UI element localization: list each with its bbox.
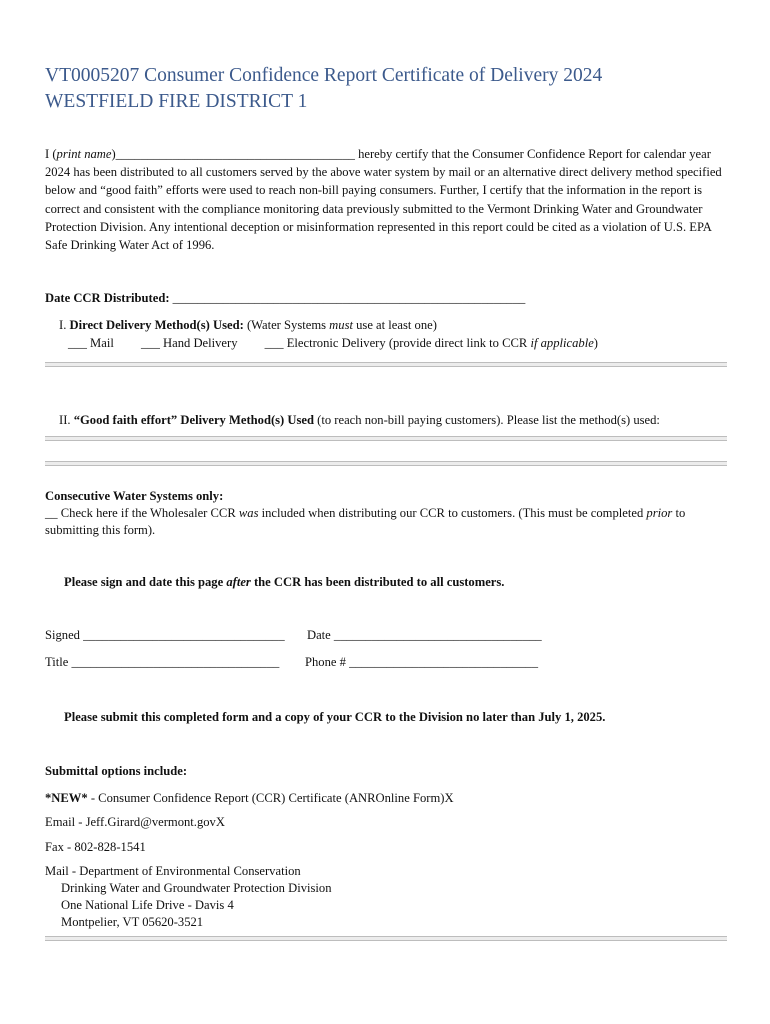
- section1-numeral: I.: [59, 318, 67, 332]
- divider-bottom: [45, 936, 727, 941]
- phone-field[interactable]: Phone # ______________________________: [305, 655, 538, 669]
- date-distributed-field[interactable]: ________________________________________________________: [169, 291, 526, 305]
- title-line-2: WESTFIELD FIRE DISTRICT 1: [45, 91, 308, 112]
- date-distributed-label: Date CCR Distributed:: [45, 291, 170, 305]
- submittal-mail-line-1: Mail - Department of Environmental Conservation: [45, 864, 301, 878]
- cert-lead: I (: [45, 147, 57, 161]
- submittal-anronline[interactable]: *NEW* - Consumer Confidence Report (CCR) Certificate (ANROnline Form)X: [45, 791, 454, 805]
- consecutive-check-row[interactable]: __ Check here if the Wholesaler CCR was included when distributing our CCR to customers. (This must be completed prior to: [45, 506, 686, 520]
- date-field[interactable]: Date _________________________________: [307, 628, 542, 642]
- cert-name-blank[interactable]: )______________________________________ hereby certify that the Consumer Confidence Report for: [111, 147, 641, 161]
- section2-heading-row: [59, 411, 660, 429]
- signed-field[interactable]: Signed ________________________________: [45, 628, 285, 642]
- section2-numeral: II.: [59, 413, 71, 427]
- divider-2: [45, 436, 727, 441]
- submittal-heading: Submittal options include:: [45, 764, 188, 778]
- submittal-mail-line-2: Drinking Water and Groundwater Protection Division: [61, 881, 332, 895]
- section2-note: (to reach non-bill paying customers). Please list the method(s) used:: [314, 413, 660, 427]
- submittal-fax: Fax - 802-828-1541: [45, 840, 146, 854]
- option-electronic-delivery[interactable]: ___ Electronic Delivery (provide direct link to CCR if applicable): [264, 336, 598, 350]
- section1-note-must: must: [329, 318, 353, 332]
- option-hand-delivery[interactable]: ___ Hand Delivery: [140, 336, 238, 350]
- submit-instruction: Please submit this completed form and a copy of your CCR to the Division no later than July 1, 2025.: [64, 710, 606, 724]
- section1-note: (Water Systems: [246, 318, 330, 332]
- divider-1: [45, 362, 727, 367]
- sign-instruction: Please sign and date this page after the CCR has been distributed to all customers.: [64, 575, 505, 589]
- new-badge: *NEW*: [45, 791, 88, 805]
- cert-body: calendar year 2024 has been distributed to all customers served by the above water system by mail or an alternative direct delivery method specified below and “good faith” efforts were used to reach non-bill paying consumers. Further, I certify that the information in the report is correct and consistent with the compliance monitoring data previously submitted to the Vermont Drinking Water and Groundwater Protection Division. Any intentional deception or misinformation represented in this report could be cited as a violation of U.S. EPA Safe Drinking Water Act of 1996.: [45, 147, 722, 253]
- submittal-mail-line-3: One National Life Drive - Davis 4: [61, 898, 234, 912]
- consecutive-line-2: submitting this form).: [45, 523, 156, 537]
- section1-heading: Direct Delivery Method(s) Used:: [69, 318, 244, 332]
- section1-heading-row: [59, 316, 437, 334]
- document-title: [45, 63, 745, 115]
- section1-options-row: [68, 334, 598, 352]
- date-distributed-row: [45, 289, 525, 307]
- divider-3: [45, 461, 727, 466]
- certification-paragraph: [45, 145, 727, 254]
- title-field[interactable]: Title _________________________________: [45, 655, 280, 669]
- submittal-email[interactable]: Email - Jeff.Girard@vermont.govX: [45, 815, 225, 829]
- submittal-mail-line-4: Montpelier, VT 05620-3521: [61, 915, 204, 929]
- cert-print-name: print name: [56, 147, 112, 161]
- section2-heading: “Good faith effort” Delivery Method(s) Used: [73, 413, 314, 427]
- title-line-1: VT0005207 Consumer Confidence Report Certificate of Delivery 2024: [45, 65, 603, 86]
- option-mail[interactable]: ___ Mail: [68, 336, 114, 350]
- section1-note-end: use at least one): [352, 318, 437, 332]
- consecutive-heading: Consecutive Water Systems only:: [45, 489, 224, 503]
